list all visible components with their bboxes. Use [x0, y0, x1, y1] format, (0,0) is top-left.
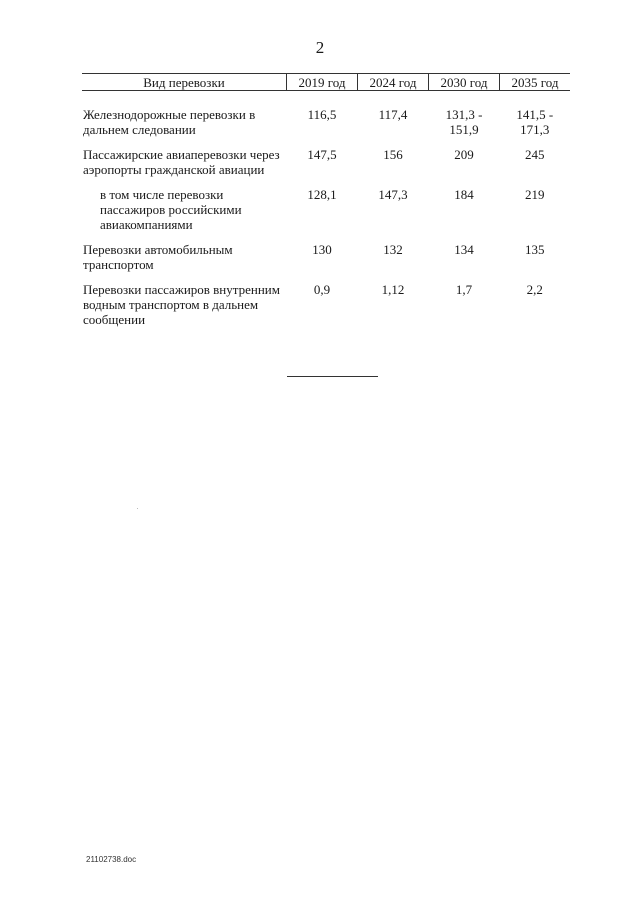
value-2019: 0,9: [313, 282, 331, 297]
value-2024: 132: [383, 242, 403, 257]
value-2019: 147,5: [307, 147, 337, 162]
value-2035: 219: [525, 187, 545, 202]
value-2035: 245: [525, 147, 545, 162]
row-label: Железнодорожные перевозки в дальнем следовании: [83, 107, 256, 137]
value-2035: 2,2: [526, 282, 543, 297]
table-header-row: [82, 74, 570, 91]
table-row-russian-airlines: [82, 187, 570, 242]
header-year-2030: 2030 год: [429, 74, 500, 91]
value-2030: 1,7: [455, 282, 473, 297]
scan-dot: [137, 508, 138, 509]
value-2030: 131,3 - 151,9: [445, 107, 483, 137]
row-label: Перевозки автомобильным транспортом: [83, 242, 233, 272]
header-transport-type: Вид перевозки: [82, 74, 287, 91]
value-2019: 116,5: [307, 107, 337, 122]
table-row-inland-water: [82, 282, 570, 337]
table-row-air: [82, 147, 570, 187]
row-label: Пассажирские авиаперевозки через аэропорты гражданской авиации: [83, 147, 280, 177]
header-year-2019: 2019 год: [287, 74, 358, 91]
table-row-road: [82, 242, 570, 282]
value-2019: 130: [312, 242, 332, 257]
value-2030: 184: [454, 187, 474, 202]
header-year-2035: 2035 год: [500, 74, 571, 91]
row-label: в том числе перевозки пассажиров российскими авиакомпаниями: [100, 187, 242, 232]
footer-file-name: 21102738.doc: [86, 855, 137, 864]
value-2030: 209: [454, 147, 474, 162]
header-year-2024: 2024 год: [358, 74, 429, 91]
value-2035: 141,5 - 171,3: [516, 107, 554, 137]
value-2024: 156: [383, 147, 403, 162]
end-divider-line: [287, 376, 378, 377]
value-2035: 135: [525, 242, 545, 257]
value-2024: 117,4: [378, 107, 408, 122]
page-number: 2: [315, 38, 325, 57]
row-label: Перевозки пассажиров внутренним водным транспортом в дальнем сообщении: [83, 282, 280, 327]
value-2030: 134: [454, 242, 474, 257]
transport-volume-table: [82, 73, 570, 337]
table-spacer-row: [82, 91, 570, 108]
table-row-railway: [82, 107, 570, 147]
value-2024: 147,3: [378, 187, 408, 202]
value-2024: 1,12: [381, 282, 405, 297]
value-2019: 128,1: [307, 187, 337, 202]
